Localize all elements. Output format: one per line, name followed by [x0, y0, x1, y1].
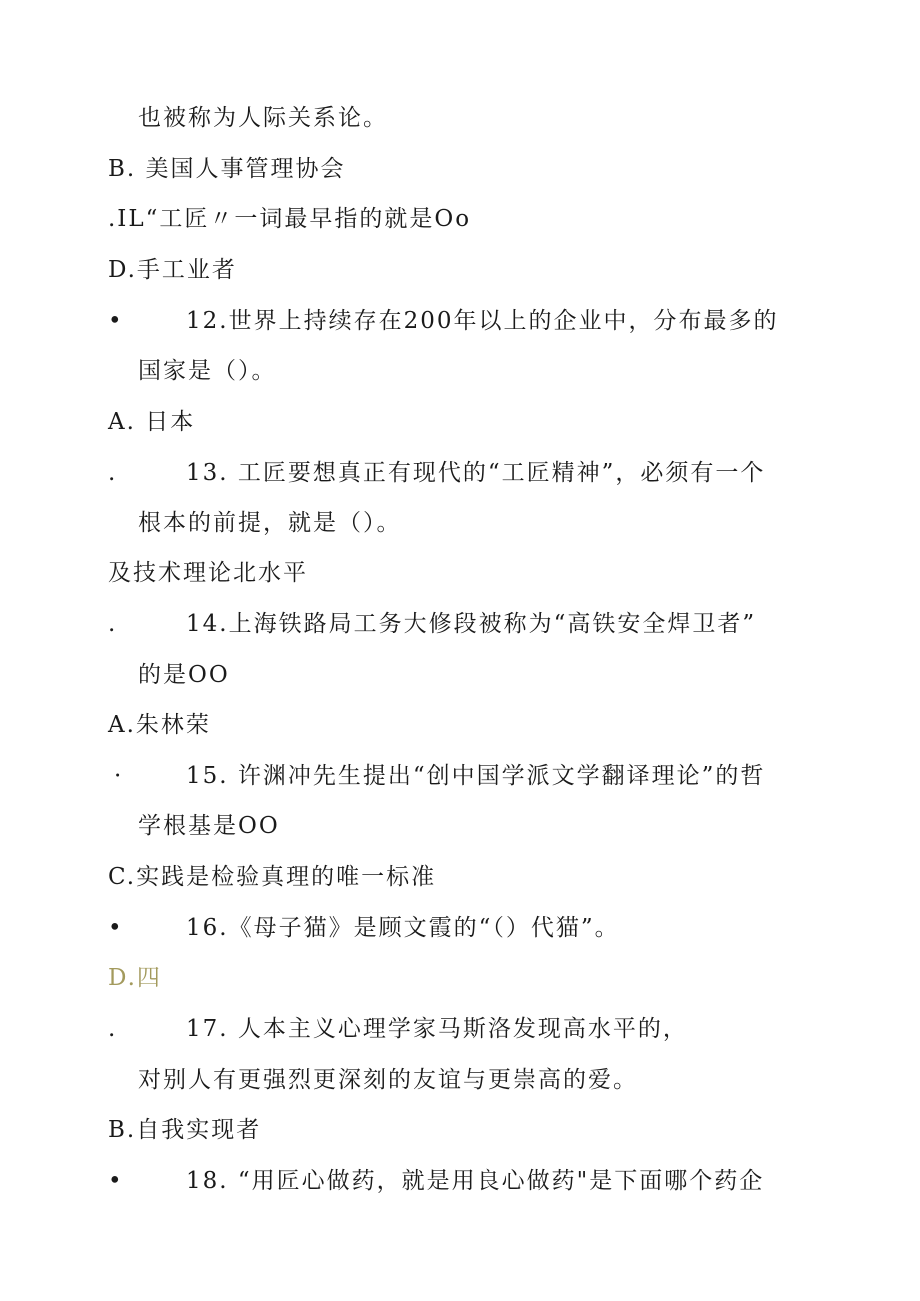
bullet-marker: • [108, 915, 124, 941]
answer-line: B. 美国人事管理协会 [108, 156, 346, 182]
bullet-marker: . [108, 1016, 118, 1042]
answer-line: D.手工业者 [108, 257, 237, 283]
answer-line: 及技术理论北水平 [108, 560, 308, 586]
question-continuation: 学根基是OO [138, 813, 280, 839]
question-continuation: 根本的前提，就是（）。 [138, 510, 402, 536]
question-continuation: 对别人有更强烈更深刻的友谊与更崇高的爱。 [138, 1067, 638, 1093]
question-continuation: 国家是（）。 [138, 358, 277, 384]
question-continuation: 的是OO [138, 662, 230, 688]
question-text: 15. 许渊冲先生提出“创中国学派文学翻译理论”的哲 [186, 763, 766, 789]
answer-line: A. 日本 [108, 409, 196, 435]
bullet-marker: · [114, 763, 124, 789]
bullet-marker: . [108, 460, 118, 486]
answer-line: B.自我实现者 [108, 1117, 262, 1143]
bullet-marker: . [108, 611, 118, 637]
question-text: 14.上海铁路局工务大修段被称为“高铁安全焊卫者” [186, 611, 757, 637]
answer-line: A.朱林荣 [108, 712, 211, 738]
bullet-marker: • [108, 308, 124, 334]
text-line: 也被称为人际关系论。 [138, 105, 388, 131]
answer-line: C.实践是检验真理的唯一标准 [108, 864, 437, 890]
question-line: .IL“工匠〃一词最早指的就是Oo [108, 206, 472, 232]
question-text: 13. 工匠要想真正有现代的“工匠精神”，必须有一个 [186, 460, 766, 486]
bullet-marker: • [108, 1168, 124, 1194]
answer-line-highlighted: D.四 [108, 965, 162, 991]
question-text: 17. 人本主义心理学家马斯洛发现高水平的， [186, 1016, 688, 1042]
question-text: 12.世界上持续存在200年以上的企业中，分布最多的 [186, 308, 779, 334]
question-text: 18. “用匠心做药，就是用良心做药"是下面哪个药企 [186, 1168, 765, 1194]
question-text: 16.《母子猫》是顾文霞的“（）代猫”。 [186, 915, 620, 941]
